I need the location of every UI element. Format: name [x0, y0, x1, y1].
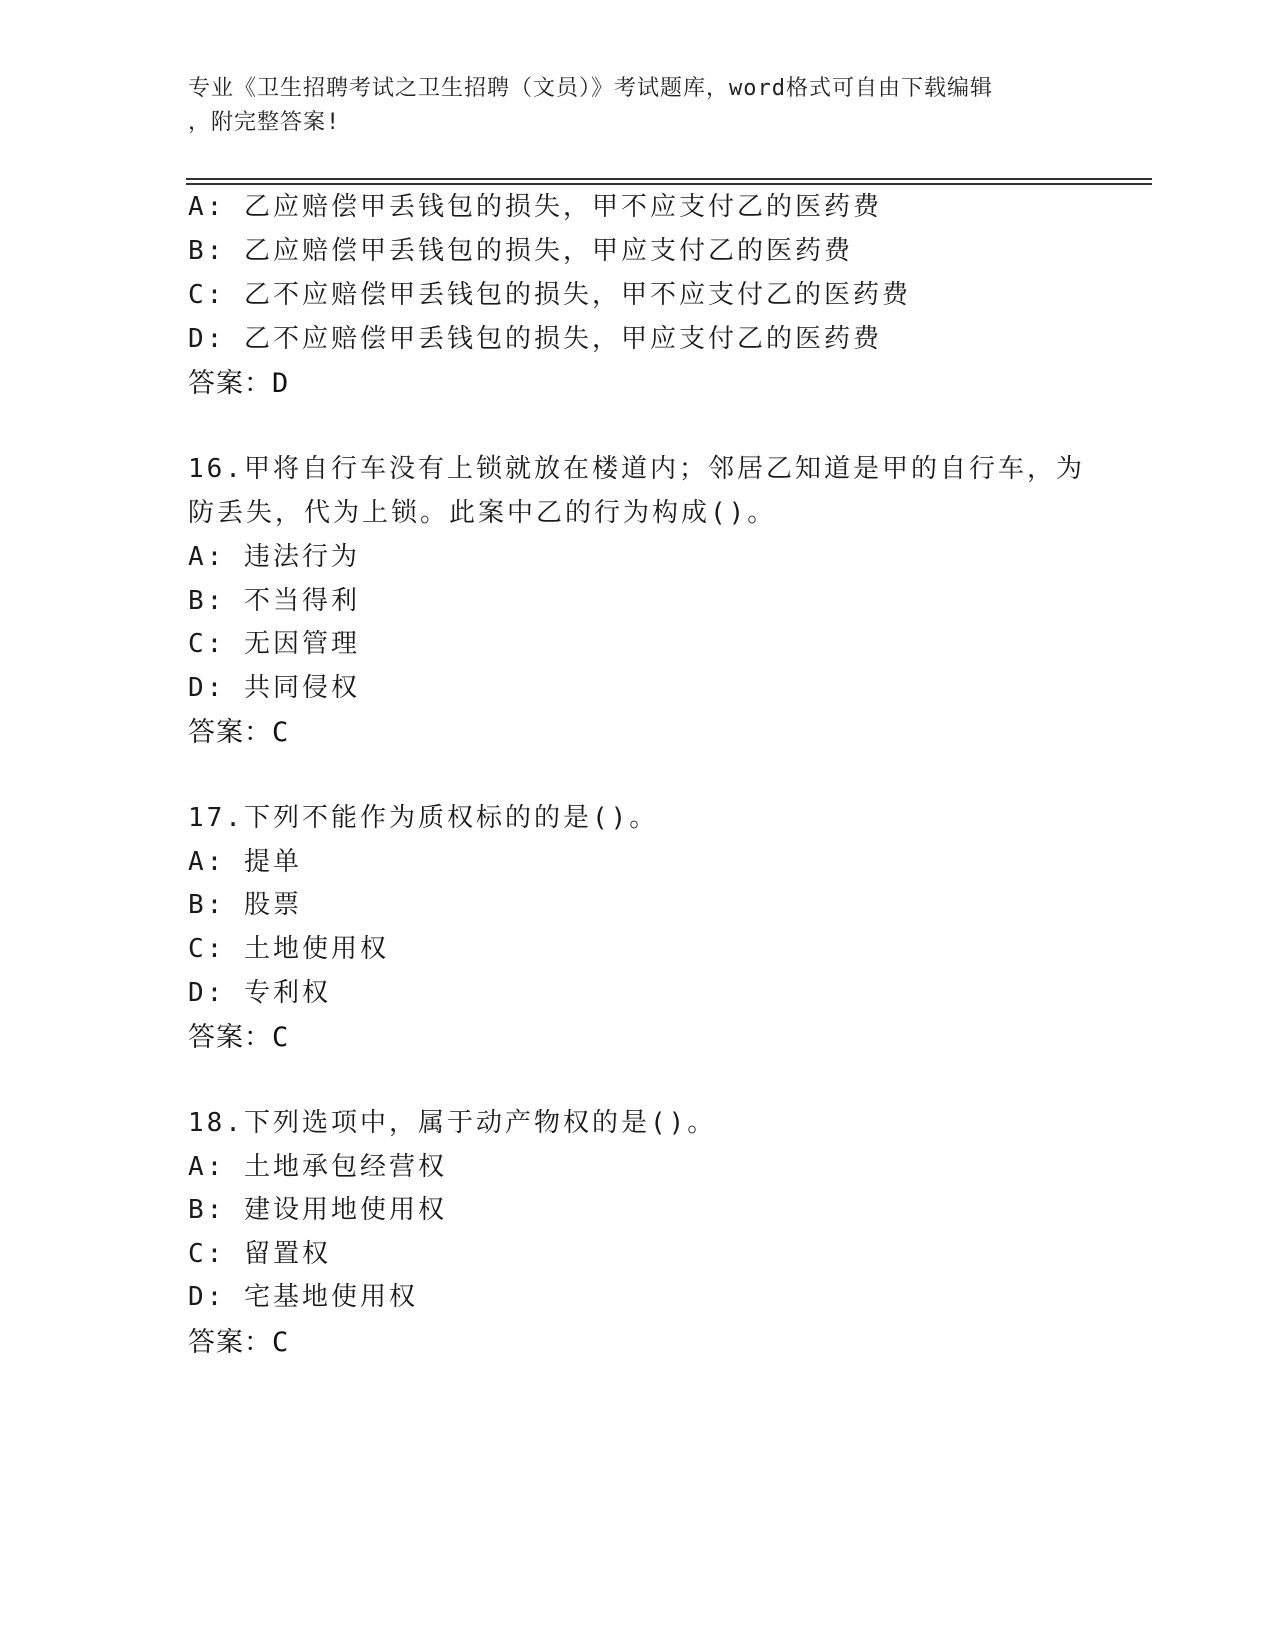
q16-answer: 答案：C	[188, 717, 290, 748]
q18-option-a: A: 土地承包经营权	[188, 1152, 447, 1182]
q16-stem-line-2: 防丢失，代为上锁。此案中乙的行为构成()。	[188, 498, 777, 528]
header-line-1: 专业《卫生招聘考试之卫生招聘（文员）》考试题库，word格式可自由下载编辑	[188, 76, 993, 101]
q16-option-d: D: 共同侵权	[188, 673, 360, 703]
q18-stem-line-1: 18.下列选项中，属于动产物权的是()。	[188, 1108, 717, 1138]
q17-option-b: B: 股票	[188, 890, 302, 920]
q17-option-c: C: 土地使用权	[188, 934, 389, 964]
q16-option-a: A: 违法行为	[188, 542, 360, 572]
header-line-2: ，附完整答案!	[188, 110, 341, 135]
header-divider-top	[186, 178, 1152, 180]
q18-answer: 答案：C	[188, 1327, 290, 1358]
q15-option-d: D: 乙不应赔偿甲丢钱包的损失，甲应支付乙的医药费	[188, 324, 882, 354]
q17-option-a: A: 提单	[188, 847, 302, 877]
q17-option-d: D: 专利权	[188, 978, 331, 1008]
header-divider-bottom	[186, 183, 1152, 185]
q18-option-d: D: 宅基地使用权	[188, 1282, 418, 1312]
q15-option-b: B: 乙应赔偿甲丢钱包的损失，甲应支付乙的医药费	[188, 236, 853, 266]
q18-option-c: C: 留置权	[188, 1239, 331, 1269]
q17-stem-line-1: 17.下列不能作为质权标的的是()。	[188, 803, 659, 833]
q16-stem-line-1: 16.甲将自行车没有上锁就放在楼道内；邻居乙知道是甲的自行车，为	[188, 454, 1085, 484]
document-header	[188, 72, 1068, 140]
q15-option-c: C: 乙不应赔偿甲丢钱包的损失，甲不应支付乙的医药费	[188, 280, 911, 310]
q18-option-b: B: 建设用地使用权	[188, 1195, 447, 1225]
q16-option-b: B: 不当得利	[188, 586, 360, 616]
q17-answer: 答案：C	[188, 1022, 290, 1053]
q15-answer: 答案：D	[188, 368, 290, 399]
q16-option-c: C: 无因管理	[188, 629, 360, 659]
q15-option-a: A: 乙应赔偿甲丢钱包的损失，甲不应支付乙的医药费	[188, 192, 882, 222]
